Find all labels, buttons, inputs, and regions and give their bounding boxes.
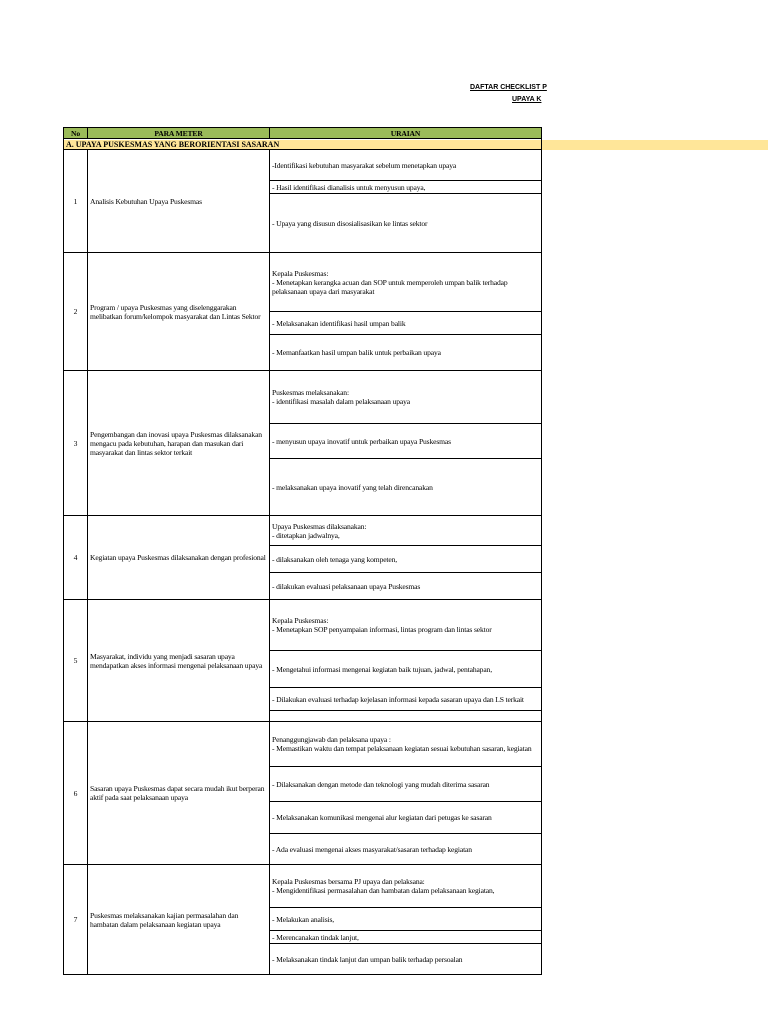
uraian-cell: Upaya Puskesmas dilaksanakan: - ditetapkan jadwalnya, xyxy=(270,516,542,546)
row-number: 2 xyxy=(64,253,88,371)
uraian-cell: - dilakukan evaluasi pelaksanaan upaya Puskesmas xyxy=(270,573,542,600)
uraian-cell: - Melaksanakan tindak lanjut dan umpan balik terhadap persoalan xyxy=(270,944,542,975)
checklist-table xyxy=(63,127,542,975)
uraian-cell: - Mengetahui informasi mengenai kegiatan baik tujuan, jadwal, pentahapan, xyxy=(270,651,542,688)
uraian-cell: - Melaksanakan identifikasi hasil umpan balik xyxy=(270,312,542,335)
uraian-cell: - Upaya yang disusun disosialisasikan ke lintas sektor xyxy=(270,194,542,253)
row-number: 1 xyxy=(64,150,88,253)
header-parameter: PARA METER xyxy=(88,128,270,139)
uraian-cell: - Melakukan analisis, xyxy=(270,908,542,931)
parameter-cell: Kegiatan upaya Puskesmas dilaksanakan dengan profesional xyxy=(88,516,270,600)
parameter-cell: Puskesmas melaksanakan kajian permasalahan dan hambatan dalam pelaksanaan kegiatan upaya xyxy=(88,865,270,975)
uraian-cell: Penanggungjawab dan pelaksana upaya : - Memastikan waktu dan tempat pelaksanaan kegiatan sesuai kebutuhan sasaran, kegiatan xyxy=(270,722,542,767)
parameter-cell: Sasaran upaya Puskesmas dapat secara mudah ikut berperan aktif pada saat pelaksanaan upaya xyxy=(88,722,270,865)
uraian-cell: -Identifikasi kebutuhan masyarakat sebelum menetapkan upaya xyxy=(270,150,542,181)
header-uraian: URAIAN xyxy=(270,128,542,139)
uraian-cell: - melaksanakan upaya inovatif yang telah direncanakan xyxy=(270,459,542,516)
uraian-cell: - Hasil identifikasi dianalisis untuk menyusun upaya, xyxy=(270,181,542,194)
table-row xyxy=(64,253,542,312)
parameter-cell: Pengembangan dan inovasi upaya Puskesmas dilaksanakan mengacu pada kebutuhan, harapan dan masukan dari masyarakat dan lintas sektor terkait xyxy=(88,371,270,516)
uraian-cell: Kepala Puskesmas: - Menetapkan kerangka acuan dan SOP untuk memperoleh umpan balik terhadap pelaksanaan upaya dari masyarakat xyxy=(270,253,542,312)
uraian-cell: - Dilakukan evaluasi terhadap kejelasan informasi kepada sasaran upaya dan LS terkait xyxy=(270,688,542,711)
row-number: 6 xyxy=(64,722,88,865)
uraian-cell: - menyusun upaya inovatif untuk perbaikan upaya Puskesmas xyxy=(270,424,542,459)
row-number: 7 xyxy=(64,865,88,975)
table-row xyxy=(64,600,542,651)
document-title-line-2: UPAYA K xyxy=(512,96,542,103)
uraian-cell: - Dilaksanakan dengan metode dan teknologi yang mudah diterima sasaran xyxy=(270,767,542,802)
section-a-title: A. UPAYA PUSKESMAS YANG BERORIENTASI SASARAN xyxy=(66,140,280,149)
document-title-line-1: DAFTAR CHECKLIST P xyxy=(470,84,547,91)
table-row xyxy=(64,722,542,767)
table-row xyxy=(64,371,542,424)
uraian-cell: - Memanfaatkan hasil umpan balik untuk perbaikan upaya xyxy=(270,335,542,371)
uraian-cell: - Merencanakan tindak lanjut, xyxy=(270,931,542,944)
uraian-cell: Puskesmas melaksanakan: - identifikasi masalah dalam pelaksanaan upaya xyxy=(270,371,542,424)
parameter-cell: Masyarakat, individu yang menjadi sasaran upaya mendapatkan akses informasi mengenai pelaksanaan upaya xyxy=(88,600,270,722)
parameter-cell: Analisis Kebutuhan Upaya Puskesmas xyxy=(88,150,270,253)
table-row xyxy=(64,865,542,908)
table-row xyxy=(64,150,542,181)
header-row xyxy=(64,128,542,139)
row-number: 3 xyxy=(64,371,88,516)
uraian-cell: Kepala Puskesmas: - Menetapkan SOP penyampaian informasi, lintas program dan lintas sektor xyxy=(270,600,542,651)
uraian-cell: Kepala Puskesmas bersama PJ upaya dan pelaksana: - Mengidentifikasi permasalahan dan hambatan dalam pelaksanaan kegiatan, xyxy=(270,865,542,908)
row-number: 5 xyxy=(64,600,88,722)
parameter-cell: Program / upaya Puskesmas yang diselenggarakan melibatkan forum/kelompok masyarakat dan Lintas Sektor xyxy=(88,253,270,371)
table-row xyxy=(64,516,542,546)
uraian-cell: - Melaksanakan komunikasi mengenai alur kegiatan dari petugas ke sasaran xyxy=(270,802,542,834)
header-no: No xyxy=(64,128,88,139)
uraian-cell xyxy=(270,711,542,722)
row-number: 4 xyxy=(64,516,88,600)
uraian-cell: - Ada evaluasi mengenai akses masyarakat/sasaran terhadap kegiatan xyxy=(270,834,542,865)
uraian-cell: - dilaksanakan oleh tenaga yang kompeten, xyxy=(270,546,542,573)
